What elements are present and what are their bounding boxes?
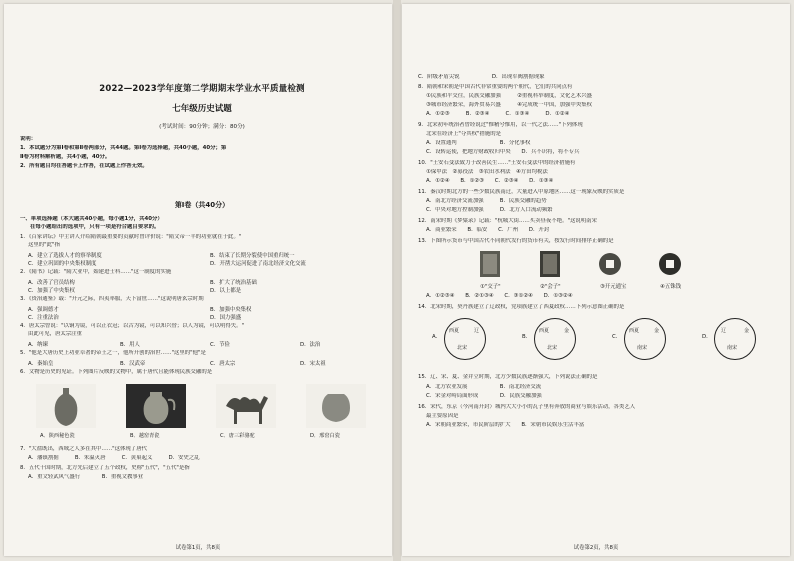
- kaiyuan-coin-icon: [598, 250, 622, 278]
- answer-option: C．: [612, 334, 622, 340]
- answer-option: C．节俭: [210, 342, 230, 348]
- huizi-note-icon: [538, 250, 562, 278]
- answer-option: A．: [432, 334, 442, 340]
- coin-caption: ③开元通宝: [600, 284, 627, 290]
- answer-option: C．唐太宗: [210, 361, 236, 367]
- question-line: A．①②③ B．②③④ C．①③④ D．①②④: [426, 111, 570, 117]
- answer-option: D．: [702, 334, 712, 340]
- answer-option: D．国力强盛: [210, 315, 242, 321]
- coin-caption: ①"交子": [480, 284, 501, 290]
- question-line: 12．南宋时期《梦粱录》记载："杭城大街……买卖昼夜不绝。"这说明南宋: [418, 218, 597, 224]
- section-title: 第Ⅰ卷（共40分）: [174, 201, 230, 209]
- question-line: 15．辽、宋、夏、金并立时期，北方少数民族逐渐强大，下列说法正确的是: [418, 374, 598, 380]
- question-line: C．中央对地方控制加强 D．北方人口流动频繁: [426, 207, 553, 213]
- note-line: 2．所有题目均在答题卡上作答，在试题上作答无效。: [20, 163, 148, 169]
- answer-option: A．纳谏: [28, 342, 48, 348]
- answer-option: B．: [522, 334, 532, 340]
- question-line: C．宋金对峙局面形成 D．民族交融加强: [426, 393, 542, 399]
- answer-option: C．加强了中央集权: [28, 288, 75, 294]
- answer-option: D．法治: [300, 342, 321, 348]
- regime-circle: 辽 金 南宋: [714, 318, 756, 360]
- question-line: 11．秦汉时期北方的一些少数民族南迁，大量进入中原地区……这一现象反映的实质是: [418, 189, 625, 195]
- page-2-content: [418, 10, 782, 540]
- exam-page-1: [4, 4, 392, 556]
- question-line: A．宋朝商业繁荣，市民阶层的扩大 B．宋朝市民娱乐生活丰富: [426, 422, 585, 428]
- regime-circle: 西夏 金 南宋: [624, 318, 666, 360]
- question-line: C．设转运使，把地方财政收归中央 D．兵不识将，将不专兵: [426, 149, 580, 155]
- page-footer: 试卷第2页，共8页: [573, 545, 619, 551]
- question-line: 1．《百家讲坛》中主讲人介绍隋朝最重要的贡献时曾评价说："隋文帝一半的功业就在于此。": [20, 234, 242, 240]
- page-gutter: [393, 0, 401, 561]
- exam-title: 2022—2023学年度第二学期期末学业水平质量检测: [99, 84, 305, 94]
- question-line: 由此可见，唐太宗注重: [28, 331, 82, 337]
- question-line: A．①②④ B．①②③ C．②③④ D．①③④: [426, 178, 554, 184]
- question-line: 13．下图所示货币与中国古代不同朝代发行的货币有关，按发行时间排序正确的是: [418, 238, 614, 244]
- question-line: A．设置通判 B．分化事权: [426, 140, 531, 146]
- question-line: A．北方农业发展 B．南北经济交流: [426, 384, 542, 390]
- answer-option: B．扩大了统治基础: [210, 280, 257, 286]
- artifact-caption: D．邢窑白瓷: [310, 433, 340, 439]
- coin-caption: ②"会子": [540, 284, 561, 290]
- question-line: ①保甲法 ②募役法 ③农田水利法 ④方田均税法: [426, 169, 548, 175]
- question-line: A．商业繁荣 B．临安 C．广州 D．开封: [426, 227, 550, 233]
- answer-option: B．结束了长期分裂使中国重归统一: [210, 253, 295, 259]
- question-line: ①民族和平交往，民族交融加强 ②重视科举制度，文化艺术兴盛: [426, 93, 592, 99]
- answer-option: A．强调德才: [28, 307, 59, 313]
- question-line: 10．"王安石变法致力于改善民生……"王安石变法中的经济措施有: [418, 160, 576, 166]
- notes-heading: 说明：: [20, 136, 37, 142]
- question-line: 14．北宋时期，契丹族建立了辽政权，党项族建立了西夏政权……下列示意图正确的是: [418, 304, 625, 310]
- exam-subtitle: 七年级历史试题: [172, 104, 232, 114]
- question-line: 6．文物是历史的见证。下列图片反映的文物中，属于唐代且能体现民族交融的是: [20, 369, 213, 375]
- celadon-ewer-image: [126, 384, 186, 428]
- answer-option: A．建立了选拔人才的察举制度: [28, 253, 102, 259]
- part-heading: 一、单项选择题（本大题共40小题，每小题1分，共40分）: [20, 216, 163, 222]
- camel-figure-image: [216, 384, 276, 428]
- question-line: 7．"大盐既出，西域之人多在其中……"这体现了唐代: [20, 446, 147, 452]
- question-line: 5．"他是大唐历史上功业卓著的帝王之一，他所开创的治世……"这里的"他"是: [20, 350, 206, 356]
- question-line: 北宋在经济上"夺其权"措施的是: [426, 131, 502, 137]
- answer-option: D．宋太祖: [300, 361, 326, 367]
- answer-option: C．注重法治: [28, 315, 59, 321]
- currency-images: [478, 250, 718, 286]
- question-line: 这里的"此"指: [28, 242, 60, 248]
- question-line: 4．唐太宗曾说："以铜为镜，可以正衣冠；以古为镜，可以知兴替；以人为镜，可以明得失。": [20, 323, 245, 329]
- answer-option: A．秦始皇: [28, 361, 54, 367]
- question-line: 2．《隋书》记载："隋大业中，始建进士科……"这一制度的实施: [20, 269, 172, 275]
- question-line: 9．北宋初年统治者曾经说过"惟精兮惟用，以一代之法……"下列体现: [418, 122, 583, 128]
- question-line: A．南北方经济交流加强 B．民族交融的趋势: [426, 198, 547, 204]
- regime-diagrams: [432, 318, 774, 364]
- white-porcelain-image: [306, 384, 366, 428]
- artifact-caption: C．唐三彩骆驼: [220, 433, 255, 439]
- question-line: 8．隋朝和宋朝是中国古代非常重要的两个朝代，它们的共同点有: [418, 84, 573, 90]
- question-line: C．阶级矛盾尖锐 D．出现军阀割据现象: [418, 74, 545, 80]
- answer-option: B．加强中央集权: [210, 307, 252, 313]
- question-line: 3．《资治通鉴》载："开元之际，四夷率服，天下富庶……"这说明唐玄宗时期: [20, 296, 204, 302]
- question-line: ③城市经济繁荣，海外贸易兴盛 ④完成统一中国，加强中央集权: [426, 102, 592, 108]
- regime-circle: 西夏 金 北宋: [534, 318, 576, 360]
- question-line: 最主要原因是: [426, 413, 459, 419]
- coin-caption: ④五铢钱: [660, 284, 682, 290]
- jiaozi-note-icon: [478, 250, 502, 278]
- question-line: A．藩镇割据 B．朱温灭唐 C．黄巢起义 D．安史之乱: [28, 455, 200, 461]
- answer-option: B．汉武帝: [120, 361, 146, 367]
- answer-option: C．建立巩固的中央集权制度: [28, 261, 97, 267]
- question-line: 16．宋代，东京（今河南开封）城内大大小小的瓦子里有奔放的商业与娱乐活动，各类艺人: [418, 404, 636, 410]
- page-footer: 试卷第1页，共8页: [175, 545, 221, 551]
- answer-option: D．以上都是: [210, 288, 242, 294]
- note-line: Ⅱ卷为材料解析题，共4小题，40分。: [20, 154, 111, 160]
- question-line: A．①②③④ B．②①③④ C．③①②④ D．①③②④: [426, 293, 573, 299]
- page-1-content: [20, 10, 384, 540]
- artifact-images: [30, 384, 374, 440]
- regime-circle: 西夏 辽 北宋: [444, 318, 486, 360]
- question-line: 8．五代十国时期，北方先后建立了五个政权，史称"五代"，"五代"是指: [20, 465, 190, 471]
- note-line: 1．本试题分为第Ⅰ卷和第Ⅱ卷两部分，共44题。第Ⅰ卷为选择题，共40小题，40分；第: [20, 145, 227, 151]
- exam-meta: (考试时间：90分钟；满分：80分): [159, 124, 245, 130]
- artifact-caption: B．越窑青瓷: [130, 433, 160, 439]
- wuzhu-coin-icon: [658, 250, 682, 278]
- vase-image: [36, 384, 96, 428]
- answer-option: D．开凿大运河促进了南北经济文化交流: [210, 261, 306, 267]
- answer-option: A．改善了官员结构: [28, 280, 75, 286]
- artifact-caption: A．陕西秘色瓷: [40, 433, 75, 439]
- question-line: A．重文轻武风气盛行 B．重视文教事业: [28, 474, 144, 480]
- answer-option: B．用人: [120, 342, 140, 348]
- part-subheading: 在每小题给出的选项中，只有一项是符合题目要求的。: [30, 224, 160, 230]
- exam-page-2: [402, 4, 790, 556]
